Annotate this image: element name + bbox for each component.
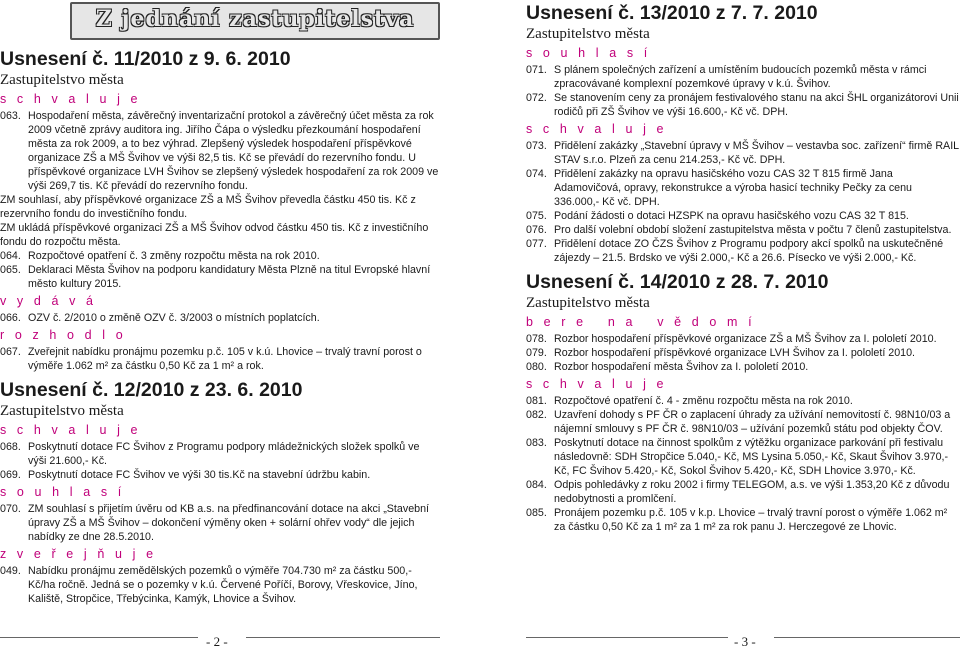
left-page — [0, 0, 440, 606]
verb-heading: z v e ř e j ň u j e — [0, 547, 157, 561]
resolution-item-074: 074. Přidělení zakázky na opravu hasičského vozu CAS 32 T 815 firmě Jana Adamovičová, opravy, rekonstrukce a výroba hasicí techniky Pečky za cenu 336.000,- Kč vč. DPH. — [526, 168, 912, 208]
resolution-item-069: 069. Poskytnutí dotace FC Švihov ve výši 30 tis.Kč na stavební údržbu kabin. — [0, 469, 371, 481]
resolution-item-071: 071. S plánem společných zařízení a umístěním budoucích pozemků města v rámci zpracovávané komplexní pozemkové úpravy v k.ú. Švihov. — [526, 64, 927, 90]
resolution-item-080: 080. Rozbor hospodaření města Švihov za I. pololetí 2010. — [526, 361, 809, 373]
resolution-item-083: 083. Poskytnutí dotace na činnost spolkům z výtěžku organizace parkování při festivalu následovně: SDH Stropčice 5.040,- Kč, MS Lysina 5.050,- Kč, Skaut Švihov 3.970,- Kč, FC Švihov 5.420,- Kč, Sokol Švihov 5.420,- Kč, SDH Lhovice 3.970,- Kč. — [526, 437, 949, 477]
page-number-left: - 2 - — [206, 634, 228, 649]
council-label: Zastupitelstvo města — [526, 295, 650, 311]
resolution-item-077: 077. Přidělení dotace ZO ČZS Švihov z Programu podpory akcí spolků na uskutečněné zájezdy – 21.5. Brdsko ve výši 2.000,- Kč a 26.6. Písecko ve výši 2.000,- Kč. — [526, 238, 944, 264]
resolution-item-066: 066. OZV č. 2/2010 o změně OZV č. 3/2003 o místních poplatcích. — [0, 312, 320, 324]
verb-heading: s o u h l a s í — [526, 46, 651, 60]
resolution-item-072: 072. Se stanovením ceny za pronájem festivalového stanu na akci ŠHL organizátorovi Unii rodičů při ZŠ Švihov ve výši 16.600,- Kč vč. DPH. — [526, 92, 959, 118]
verb-heading: s c h v a l u j e — [526, 122, 668, 136]
resolution-item-078: 078. Rozbor hospodaření příspěvkové organizace ZŠ a MŠ Švihov za I. pololetí 2010. — [526, 333, 937, 345]
resolution-item-081: 081. Rozpočtové opatření č. 4 - změnu rozpočtu města na rok 2010. — [526, 395, 853, 407]
verb-heading: b e r e n a v ě d o m í — [526, 315, 756, 329]
council-label: Zastupitelstvo města — [0, 72, 124, 88]
verb-heading: s c h v a l u j e — [0, 423, 142, 437]
right-page — [526, 0, 960, 534]
verb-heading: s c h v a l u j e — [526, 377, 668, 391]
footer-rule — [774, 637, 960, 638]
resolution-item-073: 073. Přidělení zakázky „Stavební úpravy v MŠ Švihov – vestavba soc. zařízení“ firmě RAIL STAV s.r.o. Plzeň za cenu 214.253,- Kč vč. DPH. — [526, 140, 959, 166]
resolution-item-070: 070. ZM souhlasí s přijetím úvěru od KB a.s. na předfinancování dotace na akci „Stavební úpravy ZŠ a MŠ Švihov – dokončení výměny oken + solární ohřev vody“ dle jejich nabídky ze dne 28.5.2010. — [0, 503, 429, 543]
resolution-item-084: 084. Odpis pohledávky z roku 2002 i firmy TELEGOM, a.s. ve výši 1.353,20 Kč z důvodu nedobytnosti a promlčení. — [526, 479, 950, 505]
council-label: Zastupitelstvo města — [526, 26, 650, 42]
resolution-item-064: 064. Rozpočtové opatření č. 3 změny rozpočtu města na rok 2010. — [0, 250, 320, 262]
footer-rule — [0, 637, 198, 638]
footer-rule — [246, 637, 440, 638]
resolution-title-14: Usnesení č. 14/2010 z 28. 7. 2010 — [526, 271, 829, 293]
resolution-item-082: 082. Uzavření dohody s PF ČR o zaplacení úhrady za užívání nemovitostí č. 98N10/03 a nájemní smlouvy s PF ČR č. 98N10/03 – užívání pozemků státu pod objekty ČOV. — [526, 409, 951, 435]
resolution-title-12: Usnesení č. 12/2010 z 23. 6. 2010 — [0, 379, 303, 401]
section-header-title: Z jednání zastupitelstva — [95, 6, 415, 32]
footer-rule — [526, 637, 728, 638]
resolution-item-068: 068. Poskytnutí dotace FC Švihov z Programu podpory mládežnických složek spolků ve výši 21.600,- Kč. — [0, 441, 420, 467]
resolution-title-11: Usnesení č. 11/2010 z 9. 6. 2010 — [0, 48, 291, 70]
resolution-title-13: Usnesení č. 13/2010 z 7. 7. 2010 — [526, 2, 818, 24]
resolution-item-067: 067. Zveřejnit nabídku pronájmu pozemku p.č. 105 v k.ú. Lhovice – trvalý travní porost o výměře 1.062 m² za částku 0,50 Kč za 1 m² a rok. — [0, 346, 422, 372]
resolution-item-075: 075. Podání žádosti o dotaci HZSPK na opravu hasičského vozu CAS 32 T 815. — [526, 210, 909, 222]
resolution-item-076: 076. Pro další volební období složení zastupitelstva města v počtu 7 členů zastupitelstva. — [526, 224, 952, 236]
verb-heading: r o z h o d l o — [0, 328, 127, 342]
resolution-item-063: 063. Hospodaření města, závěrečný inventarizační protokol a závěrečný účet města za rok 2009 včetně zprávy auditora ing. Jiřího Čápa o výsledku přezkoumání hospodaření města za rok 2009, a to bez výhrad. Zlepšený výsledek hospodaření příspěvkové organizace ZŠ a MŠ Švihov ve výši 82,5 tis. Kč se převádí do rezervního fondu. U příspěvkové organizace LVH Švihov se zlepšený výsledek hospodaření za rok 2009 ve výši 269,7 tis. Kč převádí do rezervního fondu. — [0, 110, 439, 192]
section-header-banner — [70, 2, 440, 40]
resolution-paragraph: ZM ukládá příspěvkové organizaci ZŠ a MŠ Švihov odvod částku 450 tis. Kč z investičního fondu do rozpočtu města. — [0, 222, 429, 248]
resolution-item-065: 065. Deklaraci Města Švihov na podporu kandidatury Města Plzně na titul Evropské hlavní město kultury 2015. — [0, 264, 431, 290]
verb-heading: s c h v a l u j e — [0, 92, 142, 106]
page-number-right: - 3 - — [734, 634, 756, 649]
resolution-paragraph: ZM souhlasí, aby příspěvkové organizace ZŠ a MŠ Švihov převedla částku 450 tis. Kč z rezervního fondu do investičního fondu. — [0, 194, 416, 220]
resolution-item-049: 049. Nabídku pronájmu zemědělských pozemků o výměře 704.730 m² za částku 500,- Kč/ha ročně. Jedná se o pozemky v k.ú. Červené Poříčí, Borovy, Vřeskovice, Jíno, Kaliště, Stropčice, Třebýcinka, Kamýk, Lhovice a Švihov. — [0, 565, 418, 605]
resolution-item-079: 079. Rozbor hospodaření příspěvkové organizace LVH Švihov za I. pololetí 2010. — [526, 347, 916, 359]
resolution-item-085: 085. Pronájem pozemku p.č. 105 v k.p. Lhovice – trvalý travní porost o výměře 1.062 m² za částku 0,50 Kč za 1 m² za 1 m² za rok panu J. Herczegové ze Lhovic. — [526, 507, 948, 533]
council-label: Zastupitelstvo města — [0, 403, 124, 419]
verb-heading: v y d á v á — [0, 294, 97, 308]
verb-heading: s o u h l a s í — [0, 485, 125, 499]
